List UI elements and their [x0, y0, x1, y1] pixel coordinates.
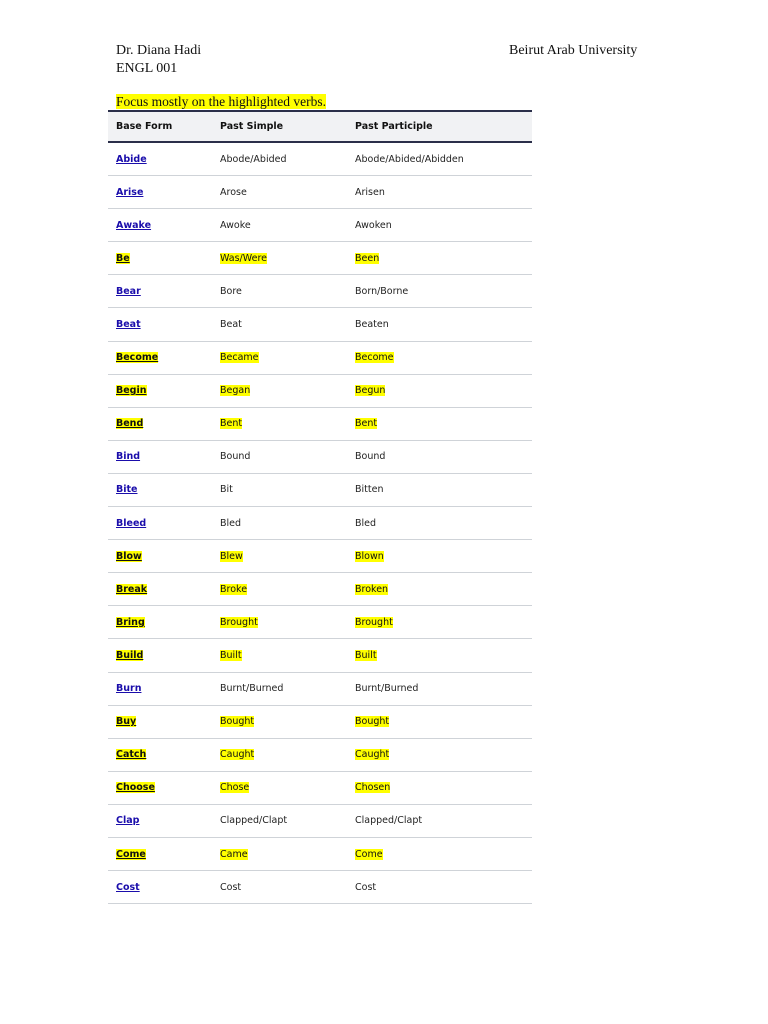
table-row — [108, 838, 532, 871]
past-simple-cell — [220, 187, 355, 198]
table-row — [108, 308, 532, 341]
base-form-cell — [116, 286, 220, 297]
past-participle-cell — [355, 650, 377, 661]
past-participle-text: Begun — [355, 385, 386, 397]
table-row — [108, 242, 532, 275]
past-simple-text: Beat — [220, 319, 242, 331]
table-row — [108, 706, 532, 739]
past-simple-cell — [220, 352, 355, 363]
instruction-note — [116, 93, 326, 110]
verb-link[interactable]: Come — [116, 848, 146, 860]
past-participle-cell — [355, 418, 377, 429]
past-participle-cell — [355, 518, 376, 529]
past-participle-text: Chosen — [355, 782, 391, 794]
past-participle-text: Come — [355, 848, 383, 860]
verb-link[interactable]: Burn — [116, 683, 142, 695]
past-participle-text: Bled — [355, 517, 377, 529]
course-code: ENGL 001 — [116, 61, 178, 76]
past-participle-text: Beaten — [355, 319, 389, 331]
past-simple-cell — [220, 319, 355, 330]
verb-link[interactable]: Bend — [116, 418, 144, 430]
past-simple-text: Bought — [220, 716, 255, 728]
table-row — [108, 375, 532, 408]
base-form-cell — [116, 484, 220, 495]
past-participle-cell — [355, 352, 394, 363]
verb-link[interactable]: Build — [116, 649, 144, 661]
past-participle-cell — [355, 584, 388, 595]
past-simple-cell — [220, 716, 355, 727]
past-simple-text: Clapped/Clapt — [220, 815, 288, 827]
past-participle-cell — [355, 154, 464, 165]
table-row — [108, 342, 532, 375]
verb-link[interactable]: Break — [116, 583, 148, 595]
table-row — [108, 408, 532, 441]
past-simple-text: Awoke — [220, 219, 251, 231]
base-form-cell — [116, 617, 220, 628]
past-participle-text: Burnt/Burned — [355, 683, 419, 695]
past-simple-cell — [220, 815, 355, 826]
past-simple-cell — [220, 551, 355, 562]
past-participle-text: Bought — [355, 716, 390, 728]
past-participle-cell — [355, 451, 385, 462]
base-form-cell — [116, 418, 220, 429]
past-participle-text: Cost — [355, 881, 377, 893]
base-form-cell — [116, 749, 220, 760]
past-participle-cell — [355, 617, 393, 628]
past-simple-cell — [220, 650, 355, 661]
table-row — [108, 805, 532, 838]
verb-link[interactable]: Be — [116, 252, 130, 264]
base-form-cell — [116, 683, 220, 694]
verb-link[interactable]: Bleed — [116, 517, 147, 529]
past-participle-cell — [355, 716, 389, 727]
table-row — [108, 275, 532, 308]
past-participle-cell — [355, 220, 392, 231]
past-simple-text: Was/Were — [220, 252, 267, 264]
verb-link[interactable]: Become — [116, 352, 159, 364]
past-simple-cell — [220, 451, 355, 462]
past-participle-cell — [355, 749, 389, 760]
verb-link[interactable]: Clap — [116, 815, 140, 827]
past-participle-text: Caught — [355, 749, 390, 761]
past-simple-cell — [220, 617, 355, 628]
past-participle-text: Bitten — [355, 484, 384, 496]
past-simple-cell — [220, 418, 355, 429]
verb-link[interactable]: Cost — [116, 881, 140, 893]
past-participle-cell — [355, 385, 385, 396]
base-form-cell — [116, 253, 220, 264]
table-row — [108, 209, 532, 242]
column-header-past-participle: Past Participle — [355, 121, 433, 132]
past-participle-cell — [355, 319, 389, 330]
base-form-cell — [116, 385, 220, 396]
past-participle-text: Been — [355, 252, 380, 264]
past-simple-cell — [220, 749, 355, 760]
base-form-cell — [116, 352, 220, 363]
past-participle-text: Clapped/Clapt — [355, 815, 423, 827]
verb-link[interactable]: Choose — [116, 782, 155, 794]
past-simple-text: Bound — [220, 451, 251, 463]
past-simple-text: Bled — [220, 517, 242, 529]
table-row — [108, 639, 532, 672]
past-participle-cell — [355, 782, 390, 793]
past-simple-text: Became — [220, 352, 259, 364]
past-participle-text: Built — [355, 649, 377, 661]
past-participle-cell — [355, 253, 379, 264]
past-simple-text: Bit — [220, 484, 233, 496]
verb-link[interactable]: Arise — [116, 186, 144, 198]
past-simple-text: Arose — [220, 186, 247, 198]
verb-link[interactable]: Begin — [116, 385, 147, 397]
past-simple-text: Caught — [220, 749, 255, 761]
base-form-cell — [116, 849, 220, 860]
past-simple-cell — [220, 154, 355, 165]
past-simple-text: Built — [220, 649, 242, 661]
past-participle-cell — [355, 286, 408, 297]
past-simple-text: Came — [220, 848, 248, 860]
past-simple-text: Bore — [220, 285, 242, 297]
base-form-cell — [116, 782, 220, 793]
base-form-cell — [116, 220, 220, 231]
past-simple-cell — [220, 849, 355, 860]
document-header-left — [116, 42, 201, 78]
table-row — [108, 143, 532, 176]
verb-link[interactable]: Bite — [116, 484, 138, 496]
past-participle-text: Brought — [355, 616, 393, 628]
past-simple-text: Began — [220, 385, 251, 397]
table-row — [108, 673, 532, 706]
past-simple-text: Brought — [220, 616, 258, 628]
past-simple-cell — [220, 782, 355, 793]
past-participle-text: Awoken — [355, 219, 392, 231]
table-row — [108, 474, 532, 507]
table-row — [108, 441, 532, 474]
base-form-cell — [116, 319, 220, 330]
past-simple-text: Burnt/Burned — [220, 683, 284, 695]
table-row — [108, 871, 532, 904]
base-form-cell — [116, 716, 220, 727]
past-participle-cell — [355, 484, 383, 495]
past-simple-cell — [220, 882, 355, 893]
table-row — [108, 573, 532, 606]
past-simple-text: Chose — [220, 782, 250, 794]
past-participle-cell — [355, 187, 385, 198]
past-simple-cell — [220, 220, 355, 231]
past-participle-text: Bound — [355, 451, 386, 463]
past-simple-text: Abode/Abided — [220, 153, 287, 165]
base-form-cell — [116, 451, 220, 462]
table-row — [108, 772, 532, 805]
university-name: Beirut Arab University — [509, 43, 638, 58]
verb-link[interactable]: Buy — [116, 716, 137, 728]
past-participle-cell — [355, 849, 383, 860]
past-simple-cell — [220, 286, 355, 297]
verb-link[interactable]: Bring — [116, 616, 145, 628]
past-simple-cell — [220, 253, 355, 264]
table-body — [108, 143, 532, 904]
column-header-past-simple: Past Simple — [220, 121, 284, 132]
table-row — [108, 176, 532, 209]
table-row — [108, 507, 532, 540]
base-form-cell — [116, 551, 220, 562]
past-participle-text: Arisen — [355, 186, 385, 198]
author-name: Dr. Diana Hadi — [116, 43, 202, 58]
past-simple-text: Cost — [220, 881, 242, 893]
past-simple-cell — [220, 385, 355, 396]
past-simple-cell — [220, 518, 355, 529]
base-form-cell — [116, 650, 220, 661]
column-header-base-form: Base Form — [116, 121, 173, 132]
table-header — [108, 110, 532, 143]
instruction-note-text: Focus mostly on the highlighted verbs. — [116, 94, 326, 109]
past-simple-text: Blew — [220, 550, 243, 562]
base-form-cell — [116, 584, 220, 595]
verb-link[interactable]: Catch — [116, 749, 147, 761]
past-participle-cell — [355, 882, 376, 893]
table-row — [108, 606, 532, 639]
past-simple-cell — [220, 584, 355, 595]
past-participle-cell — [355, 815, 422, 826]
past-participle-cell — [355, 683, 418, 694]
base-form-cell — [116, 154, 220, 165]
verb-link[interactable]: Abide — [116, 153, 147, 165]
past-participle-text: Born/Borne — [355, 285, 409, 297]
past-simple-text: Bent — [220, 418, 243, 430]
base-form-cell — [116, 187, 220, 198]
past-participle-text: Broken — [355, 583, 389, 595]
base-form-cell — [116, 815, 220, 826]
verb-link[interactable]: Bear — [116, 285, 141, 297]
past-simple-cell — [220, 683, 355, 694]
past-participle-text: Abode/Abided/Abidden — [355, 153, 464, 165]
past-participle-cell — [355, 551, 384, 562]
verb-link[interactable]: Awake — [116, 219, 152, 231]
base-form-cell — [116, 882, 220, 893]
past-simple-cell — [220, 484, 355, 495]
past-participle-text: Become — [355, 352, 394, 364]
table-row — [108, 739, 532, 772]
verb-link[interactable]: Blow — [116, 550, 142, 562]
past-participle-text: Bent — [355, 418, 378, 430]
verb-link[interactable]: Beat — [116, 319, 141, 331]
base-form-cell — [116, 518, 220, 529]
past-participle-text: Blown — [355, 550, 384, 562]
past-simple-text: Broke — [220, 583, 248, 595]
verb-link[interactable]: Bind — [116, 451, 141, 463]
table-row — [108, 540, 532, 573]
irregular-verbs-table — [108, 110, 532, 904]
